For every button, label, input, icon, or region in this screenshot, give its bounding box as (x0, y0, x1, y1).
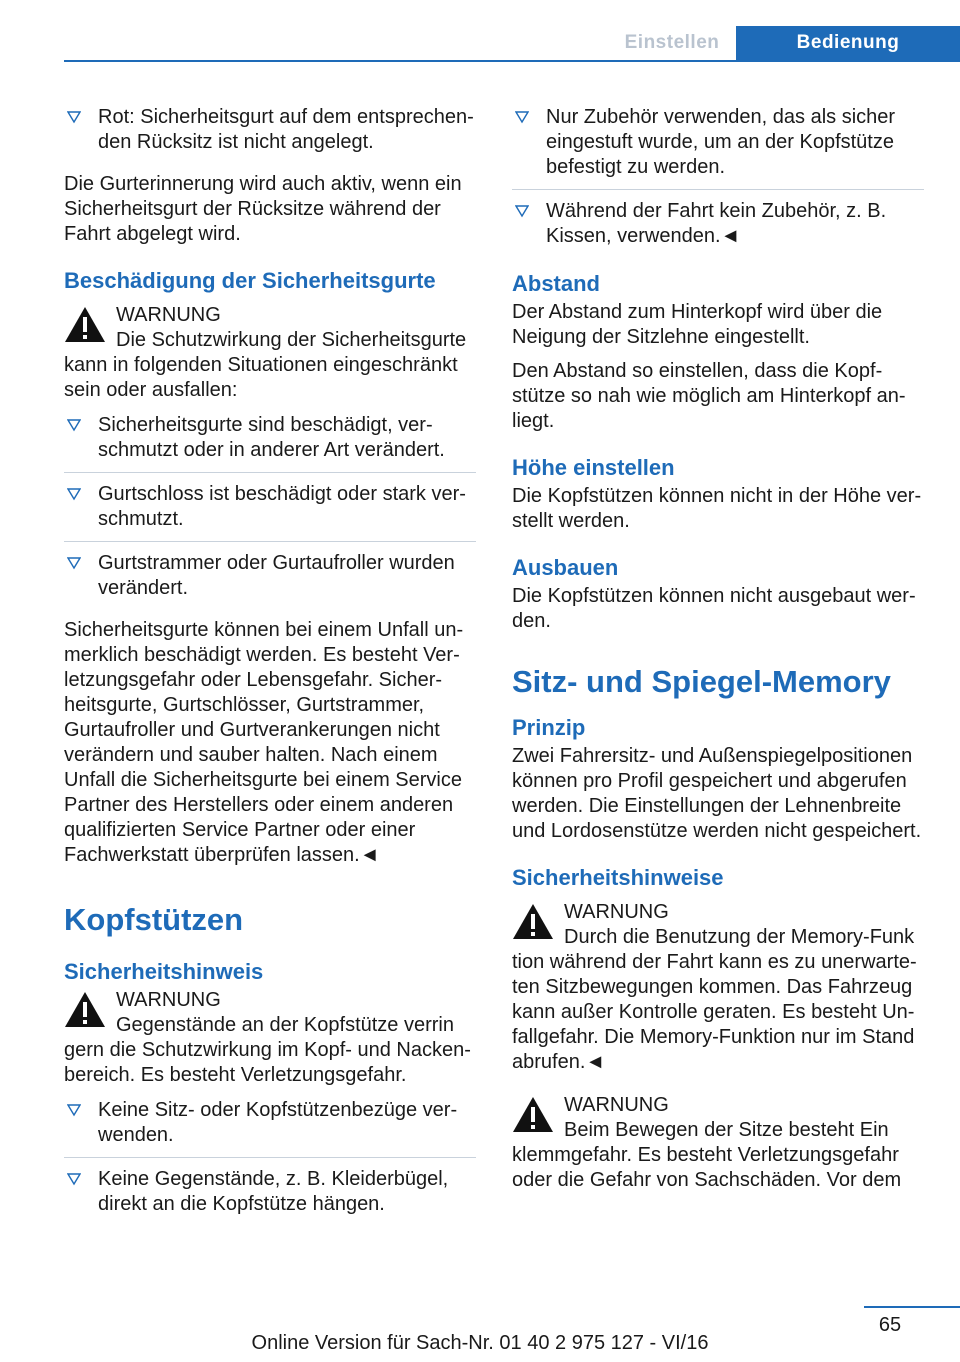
triangle-bullet-icon (67, 556, 81, 570)
list-item-text: Keine Gegenstände, z. B. Kleiderbügel, direkt an die Kopfstütze hängen. (98, 1168, 449, 1215)
list-item-text: Gurtschloss ist beschädigt oder stark verschmutzt. (98, 483, 466, 530)
paragraph-abstand-1: Der Abstand zum Hinterkopf wird über die Neigung der Sitzlehne eingestellt. (512, 301, 883, 348)
triangle-bullet-icon (515, 204, 529, 218)
footer-rule (864, 1306, 960, 1308)
warning-label: WARNUNG (116, 989, 221, 1011)
warning-line1: Durch die Benutzung der Memory-Funk (564, 926, 915, 948)
warning-text: kann in folgenden Situationen eingeschränkt sein oder ausfallen: (64, 354, 458, 401)
list-item (512, 198, 924, 258)
triangle-bullet-icon (67, 487, 81, 501)
heading-memory: Sitz- und Spiegel-Memory (512, 664, 891, 699)
paragraph-prinzip: Zwei Fahrersitz- und Außenspiegelpositionen können pro Profil gespeichert und abgerufen werden. Die Einstellungen der Lehnenbreite und Lordosenstütze werden nicht gespeichert. (512, 745, 922, 842)
list-item (64, 1166, 476, 1226)
warning-block (512, 1093, 924, 1193)
warning-line1: Beim Bewegen der Sitze besteht Ein (564, 1119, 889, 1141)
list-item (64, 412, 476, 473)
list-item-text: Während der Fahrt kein Zubehör, z. B. Kissen, verwenden.◄ (546, 200, 887, 247)
bullet-list-bezuege (64, 1097, 476, 1226)
right-column (512, 104, 924, 1202)
list-item-text: Gurtstrammer oder Gurtaufroller wurden verändert. (98, 552, 455, 599)
heading-ausbauen: Ausbauen (512, 555, 619, 580)
header-rule (64, 60, 960, 62)
heading-beschaedigung: Beschädigung der Sicherheitsgurte (64, 268, 436, 293)
paragraph-unfall: Sicherheitsgurte können bei einem Unfall unmerklich beschädigt werden. Es besteht Verletzungsgefahr oder Lebensgefahr. Sicherheitsgurte, Gurtschlösser, Gurtstrammer, Gurtaufroller und Gurtverankerungen nicht verändern und sauber halten. Nach einem Unfall die Sicherheitsgurte bei einem Service Partner des Herstellers oder einem anderen qualifizierten Service Partner oder einer Fachwerkstatt überprüfen lassen.◄ (64, 619, 464, 866)
page-number: 65 (878, 1314, 902, 1336)
header-tabs (608, 26, 960, 60)
list-item (64, 104, 476, 164)
triangle-bullet-icon (67, 1103, 81, 1117)
heading-sicherheitshinweise: Sicherheitshinweise (512, 865, 724, 890)
warning-text: klemmgefahr. Es besteht Verletzungsgefahr oder die Gefahr von Sachschäden. Vor dem (512, 1144, 902, 1191)
heading-hoehe: Höhe einstellen (512, 455, 675, 480)
heading-prinzip: Prinzip (512, 715, 586, 740)
warning-label: WARNUNG (564, 901, 669, 923)
bullet-list-zubehoer (512, 104, 924, 258)
list-item (64, 481, 476, 542)
tab-bedienung[interactable]: Bedienung (736, 26, 960, 60)
heading-kopfstuetzen: Kopfstützen (64, 902, 244, 937)
footer-text: Online Version für Sach-Nr. 01 40 2 975 127 - VI/16 (251, 1332, 709, 1354)
left-column (64, 104, 476, 1234)
list-item-text: Keine Sitz- oder Kopfstützenbezüge verwenden. (98, 1099, 458, 1146)
bullet-list-gurte (64, 412, 476, 610)
warning-icon (64, 306, 106, 343)
list-item-text: Rot: Sicherheitsgurt auf dem entsprechenden Rücksitz ist nicht angelegt. (98, 106, 474, 153)
warning-text: tion während der Fahrt kann es zu unerwarteten Sitzbewegungen kommen. Das Fahrzeug kann außer Kontrolle geraten. Es besteht Unfallgefahr. Die Memory-Funktion nur im Stand abrufen.◄ (512, 951, 917, 1073)
warning-icon (512, 903, 554, 940)
warning-block (64, 303, 476, 403)
triangle-bullet-icon (515, 110, 529, 124)
list-item-text: Nur Zubehör verwenden, das als sicher eingestuft wurde, um an der Kopfstütze befestigt zu werden. (546, 106, 896, 178)
triangle-bullet-icon (67, 418, 81, 432)
warning-icon (512, 1096, 554, 1133)
heading-abstand: Abstand (512, 271, 600, 296)
warning-block (64, 988, 476, 1088)
list-item (64, 550, 476, 610)
warning-line1: Die Schutzwirkung der Sicherheitsgurte (116, 329, 467, 351)
list-item (64, 1097, 476, 1158)
bullet-list-rot (64, 104, 476, 164)
warning-label: WARNUNG (116, 304, 221, 326)
warning-icon (64, 991, 106, 1028)
tab-einstellen[interactable]: Einstellen (624, 32, 720, 53)
triangle-bullet-icon (67, 110, 81, 124)
paragraph-gurterinnerung: Die Gurterinnerung wird auch aktiv, wenn ein Sicherheitsgurt der Rücksitze während der Fahrt abgelegt wird. (64, 173, 462, 245)
warning-text: gern die Schutzwirkung im Kopf- und Nackenbereich. Es besteht Verletzungsgefahr. (64, 1039, 471, 1086)
heading-sicherheitshinweis: Sicherheitshinweis (64, 959, 264, 984)
list-item (512, 104, 924, 190)
warning-label: WARNUNG (564, 1094, 669, 1116)
paragraph-ausbauen: Die Kopfstützen können nicht ausgebaut werden. (512, 585, 916, 632)
paragraph-abstand-2: Den Abstand so einstellen, dass die Kopfstütze so nah wie möglich am Hinterkopf anliegt. (512, 360, 906, 432)
list-item-text: Sicherheitsgurte sind beschädigt, verschmutzt oder in anderer Art verändert. (98, 414, 445, 461)
warning-block (512, 900, 924, 1075)
warning-line1: Gegenstände an der Kopfstütze verrin (116, 1014, 454, 1036)
triangle-bullet-icon (67, 1172, 81, 1186)
paragraph-hoehe: Die Kopfstützen können nicht in der Höhe verstellt werden. (512, 485, 922, 532)
